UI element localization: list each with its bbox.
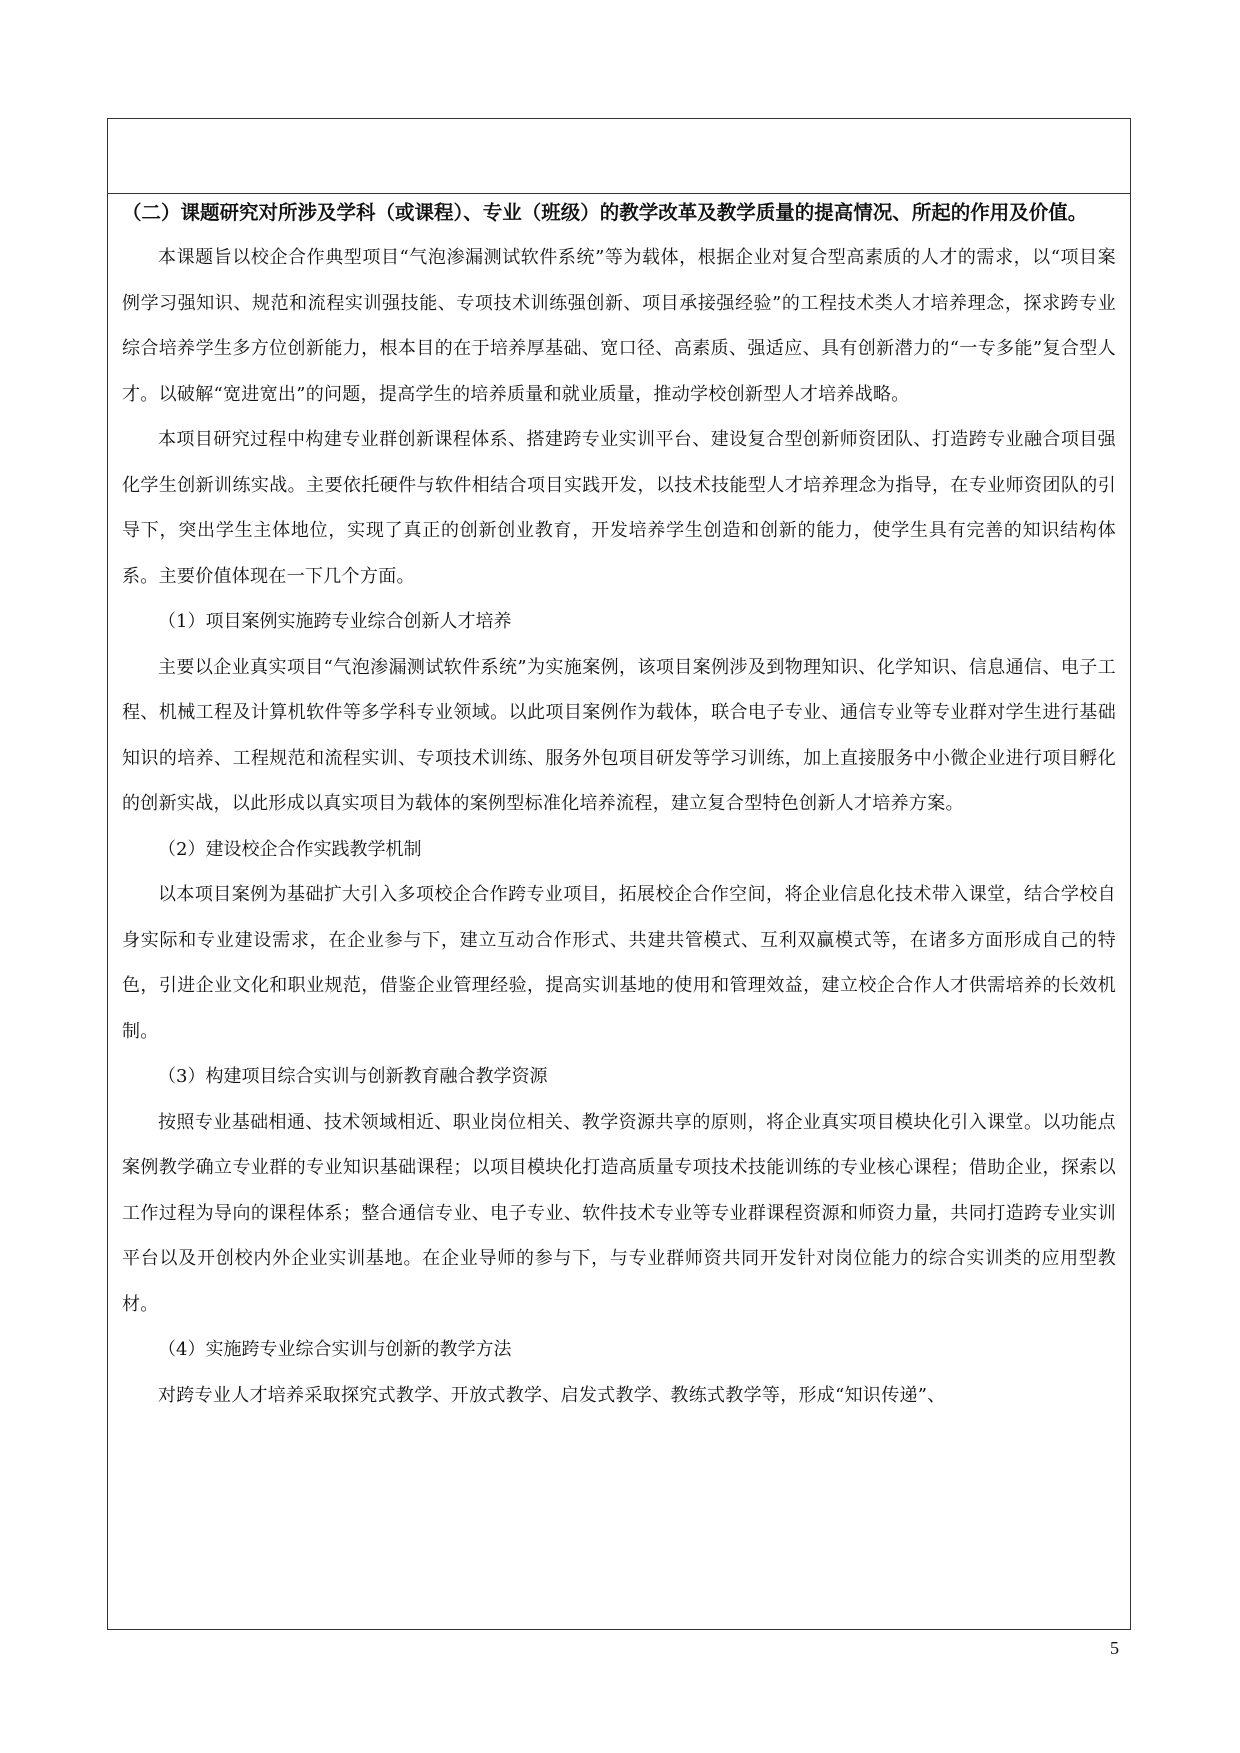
- empty-table-cell: [108, 119, 1130, 194]
- subsection-title: （3）构建项目综合实训与创新教育融合教学资源: [158, 1066, 548, 1087]
- paragraph: 本课题旨以校企合作典型项目“气泡渗漏测试软件系统”等为载体，根据企业对复合型高素质的人才的需求，以“项目案例学习强知识、规范和流程实训强技能、专项技术训练强创新、项目承接强经验”的工程技术类人才培养理念，探求跨专业综合培养学生多方位创新能力，根本目的在于培养厚基础、宽口径、高素质、强适应、具有创新潜力的“一专多能”复合型人才。以破解“宽进宽出”的问题，提高学生的培养质量和就业质量，推动学校创新型人才培养战略。: [122, 247, 1116, 405]
- paragraph: 本项目研究过程中构建专业群创新课程体系、搭建跨专业实训平台、建设复合型创新师资团队、打造跨专业融合项目强化学生创新训练实战。主要依托硬件与软件相结合项目实践开发，以技术技能型人才培养理念为指导，在专业师资团队的引导下，突出学生主体地位，实现了真正的创新创业教育，开发培养学生创造和创新的能力，使学生具有完善的知识结构体系。主要价值体现在一下几个方面。: [122, 429, 1116, 587]
- subsection-title: （2）建设校企合作实践教学机制: [158, 838, 422, 860]
- paragraph: 对跨专业人才培养采取探究式教学、开放式教学、启发式教学、教练式教学等，形成“知识传递”、: [158, 1384, 946, 1406]
- subsection-title: （4）实施跨专业综合实训与创新的教学方法: [158, 1339, 512, 1360]
- paragraph: 以本项目案例为基础扩大引入多项校企合作跨专业项目，拓展校企合作空间，将企业信息化技术带入课堂，结合学校自身实际和专业建设需求，在企业参与下，建立互动合作形式、共建共管模式、互利双赢模式等，在诸多方面形成自己的特色，引进企业文化和职业规范，借鉴企业管理经验，提高实训基地的使用和管理效益，建立校企合作人才供需培养的长效机制。: [122, 884, 1116, 1042]
- paragraph: 按照专业基础相通、技术领域相近、职业岗位相关、教学资源共享的原则，将企业真实项目模块化引入课堂。以功能点案例教学确立专业群的专业知识基础课程；以项目模块化打造高质量专项技术技能训练的专业核心课程；借助企业，探索以工作过程为导向的课程体系；整合通信专业、电子专业、软件技术专业等专业群课程资源和师资力量，共同打造跨专业实训平台以及开创校内外企业实训基地。在企业导师的参与下，与专业群师资共同开发针对岗位能力的综合实训类的应用型教材。: [122, 1111, 1116, 1315]
- section-heading: （二）课题研究对所涉及学科（或课程）、专业（班级）的教学改革及教学质量的提高情况、所起的作用及价值。: [122, 201, 1088, 224]
- paragraph: 主要以企业真实项目“气泡渗漏测试软件系统”为实施案例，该项目案例涉及到物理知识、化学知识、信息通信、电子工程、机械工程及计算机软件等多学科专业领域。以此项目案例作为载体，联合电子专业、通信专业等专业群对学生进行基础知识的培养、工程规范和流程实训、专项技术训练、服务外包项目研发等学习训练，加上直接服务中小微企业进行项目孵化的创新实战，以此形成以真实项目为载体的案例型标准化培养流程，建立复合型特色创新人才培养方案。: [122, 656, 1116, 814]
- page-number: 5: [1110, 1638, 1119, 1658]
- subsection-title: （1）项目案例实施跨专业综合创新人才培养: [158, 611, 512, 632]
- table-cell-content: [122, 197, 1116, 1418]
- form-table: [107, 118, 1131, 1630]
